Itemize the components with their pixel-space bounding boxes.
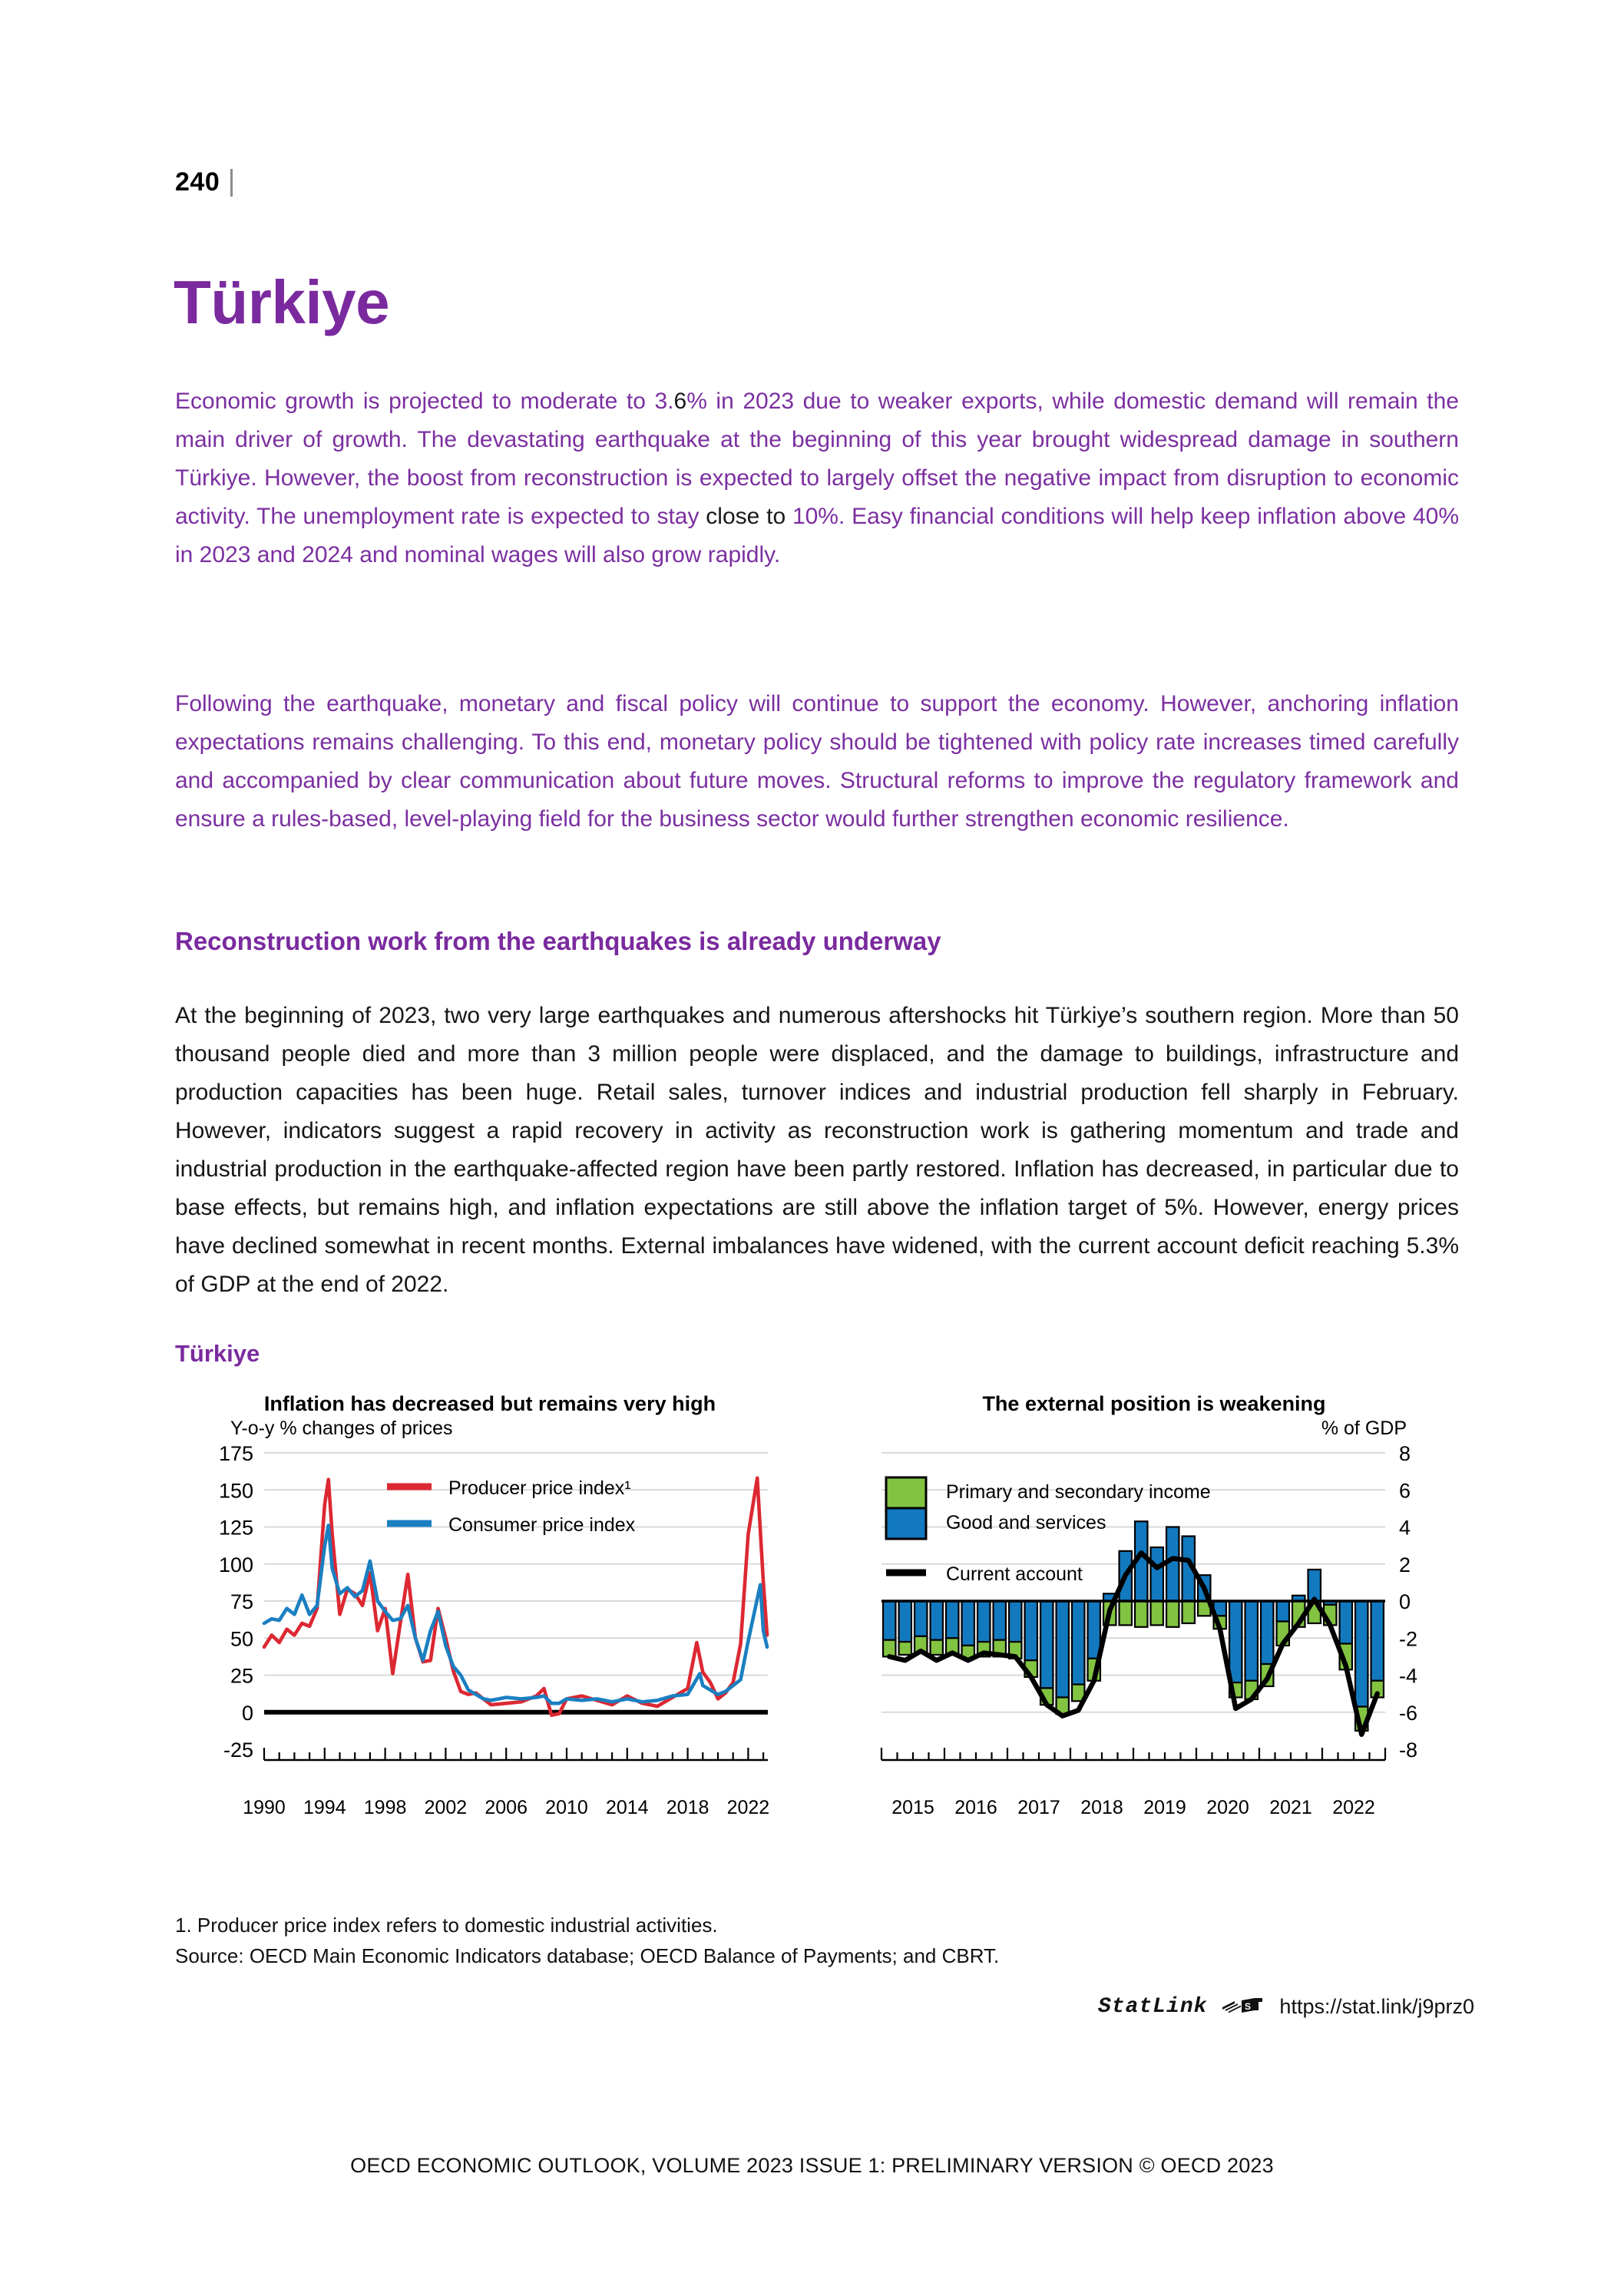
section-heading: Reconstruction work from the earthquakes is already underway xyxy=(175,927,941,956)
page-number: 240 xyxy=(175,167,220,197)
chart-external-xtick: 2017 xyxy=(1017,1797,1060,1818)
paragraph-outlook xyxy=(175,382,1459,574)
p1-part-a: Economic growth is projected to moderate to 3. xyxy=(175,389,674,414)
chart-external-svg xyxy=(858,1444,1450,1797)
statlink-label: StatLink xyxy=(1098,1995,1208,2019)
svg-text:0: 0 xyxy=(241,1701,253,1725)
chart-external-xtick: 2021 xyxy=(1269,1797,1312,1818)
chart-external-xtick: 2019 xyxy=(1143,1797,1186,1818)
chart-inflation-plot xyxy=(198,1444,782,1797)
chart-external-xtick: 2020 xyxy=(1206,1797,1249,1818)
svg-text:6: 6 xyxy=(1399,1479,1411,1503)
chart-external-xtick: 2022 xyxy=(1332,1797,1375,1818)
svg-text:-8: -8 xyxy=(1399,1739,1418,1762)
svg-text:8: 8 xyxy=(1399,1444,1411,1465)
page-footer: OECD ECONOMIC OUTLOOK, VOLUME 2023 ISSUE 1: PRELIMINARY VERSION © OECD 2023 xyxy=(350,2154,1274,2177)
chart-external-ylabel: % of GDP xyxy=(1321,1418,1407,1439)
chart-external-position xyxy=(858,1390,1450,1831)
svg-text:Primary and secondary income: Primary and secondary income xyxy=(946,1481,1211,1503)
svg-text:25: 25 xyxy=(230,1664,253,1688)
chart-inflation-xtick: 1994 xyxy=(303,1797,346,1818)
p1-inline-black: close to xyxy=(706,504,786,529)
p1-part-e: 10%. Easy financial conditions will help keep inflation above 40% in 2023 and 2024 and nominal wages will also grow rapidly. xyxy=(175,504,1459,567)
statlink-row[interactable] xyxy=(1098,1995,1474,2019)
p1-digit: 6 xyxy=(673,389,687,414)
chart-footnote: 1. Producer price index refers to domestic industrial activities. xyxy=(175,1914,718,1937)
paragraph-policy: Following the earthquake, monetary and fiscal policy will continue to support the economy. However, anchoring inflation expectations remains challenging. To this end, monetary policy should be tightened with policy rate increases timed carefully and accompanied by clear communication about future moves. Structural reforms to improve the regulatory framework and ensure a rules-based, level-playing field for the business sector would further strengthen economic resilience. xyxy=(175,691,1459,832)
svg-text:-6: -6 xyxy=(1399,1701,1418,1725)
chart-inflation-xtick: 1998 xyxy=(363,1797,407,1818)
statlink-barcode-icon xyxy=(1221,1995,1265,2019)
svg-text:2: 2 xyxy=(1399,1553,1411,1576)
chart-inflation-ylabel: Y-o-y % changes of prices xyxy=(230,1418,453,1439)
chart-external-xaxis xyxy=(858,1797,1450,1831)
svg-text:50: 50 xyxy=(230,1627,253,1651)
svg-text:Producer price index¹: Producer price index¹ xyxy=(448,1477,631,1499)
chart-inflation-xtick: 2010 xyxy=(545,1797,588,1818)
svg-text:Consumer price index: Consumer price index xyxy=(448,1514,636,1536)
chart-external-xtick: 2016 xyxy=(954,1797,997,1818)
page-number-row xyxy=(175,167,233,197)
chart-inflation-title: Inflation has decreased but remains very high xyxy=(263,1392,716,1415)
svg-text:75: 75 xyxy=(230,1590,253,1613)
svg-text:150: 150 xyxy=(218,1479,253,1503)
page-title: Türkiye xyxy=(174,267,390,336)
svg-text:4: 4 xyxy=(1399,1516,1411,1540)
chart-source: Source: OECD Main Economic Indicators database; OECD Balance of Payments; and CBRT. xyxy=(175,1944,1000,1967)
chart-inflation-unit-row xyxy=(198,1418,782,1444)
chart-external-unit-row xyxy=(858,1418,1450,1444)
page-number-divider xyxy=(230,169,233,197)
chart-external-title: The external position is weakening xyxy=(982,1392,1326,1415)
chart-external-xtick: 2015 xyxy=(891,1797,934,1818)
svg-text:-2: -2 xyxy=(1399,1627,1418,1651)
svg-text:Current account: Current account xyxy=(946,1563,1083,1585)
svg-text:S: S xyxy=(1245,2001,1252,2012)
chart-inflation-xtick: 2006 xyxy=(485,1797,528,1818)
chart-inflation-xtick: 2022 xyxy=(726,1797,770,1818)
figure-label: Türkiye xyxy=(175,1340,260,1367)
chart-external-xtick: 2018 xyxy=(1080,1797,1123,1818)
chart-external-plot xyxy=(858,1444,1450,1797)
paragraph-reconstruction: At the beginning of 2023, two very large earthquakes and numerous aftershocks hit Türkiye’s southern region. More than 50 thousand people died and more than 3 million people were displaced, and the damage to buildings, infrastructure and production capacities has been huge. Retail sales, turnover indices and industrial production fell sharply in February. However, indicators suggest a rapid recovery in activity as reconstruction work is gathering momentum and trade and industrial production in the earthquake-affected region have been partly restored. Inflation has decreased, in particular due to base effects, but remains high, and inflation expectations are still above the inflation target of 5%. However, energy prices have declined somewhat in recent months. External imbalances have widened, with the current account deficit reaching 5.3% of GDP at the end of 2022. xyxy=(175,1003,1459,1297)
p1-part-c: % in 2023 due to weaker exports, while domestic demand will remain the main driver of growth. The devastating earthquake at the beginning of this year brought widespread damage in southern Türkiye. However, the boost from reconstruction is expected to largely offset the negative impact from disruption to economic activity. The unemployment rate is expected to stay xyxy=(175,389,1459,529)
chart-inflation-svg xyxy=(198,1444,782,1797)
svg-text:175: 175 xyxy=(218,1444,253,1465)
svg-text:-4: -4 xyxy=(1399,1664,1418,1688)
chart-inflation xyxy=(198,1390,782,1831)
svg-text:-25: -25 xyxy=(223,1739,253,1762)
chart-inflation-xtick: 2018 xyxy=(666,1797,709,1818)
chart-inflation-xtick: 1990 xyxy=(243,1797,286,1818)
chart-inflation-xaxis xyxy=(198,1797,782,1831)
chart-inflation-xtick: 2014 xyxy=(605,1797,649,1818)
statlink-url[interactable]: https://stat.link/j9prz0 xyxy=(1279,1995,1475,2018)
svg-text:Good and services: Good and services xyxy=(946,1512,1106,1533)
chart-inflation-xtick: 2002 xyxy=(424,1797,468,1818)
svg-text:0: 0 xyxy=(1399,1590,1411,1613)
figure-charts xyxy=(175,1390,1460,1927)
svg-text:100: 100 xyxy=(218,1553,253,1576)
svg-text:125: 125 xyxy=(218,1516,253,1540)
